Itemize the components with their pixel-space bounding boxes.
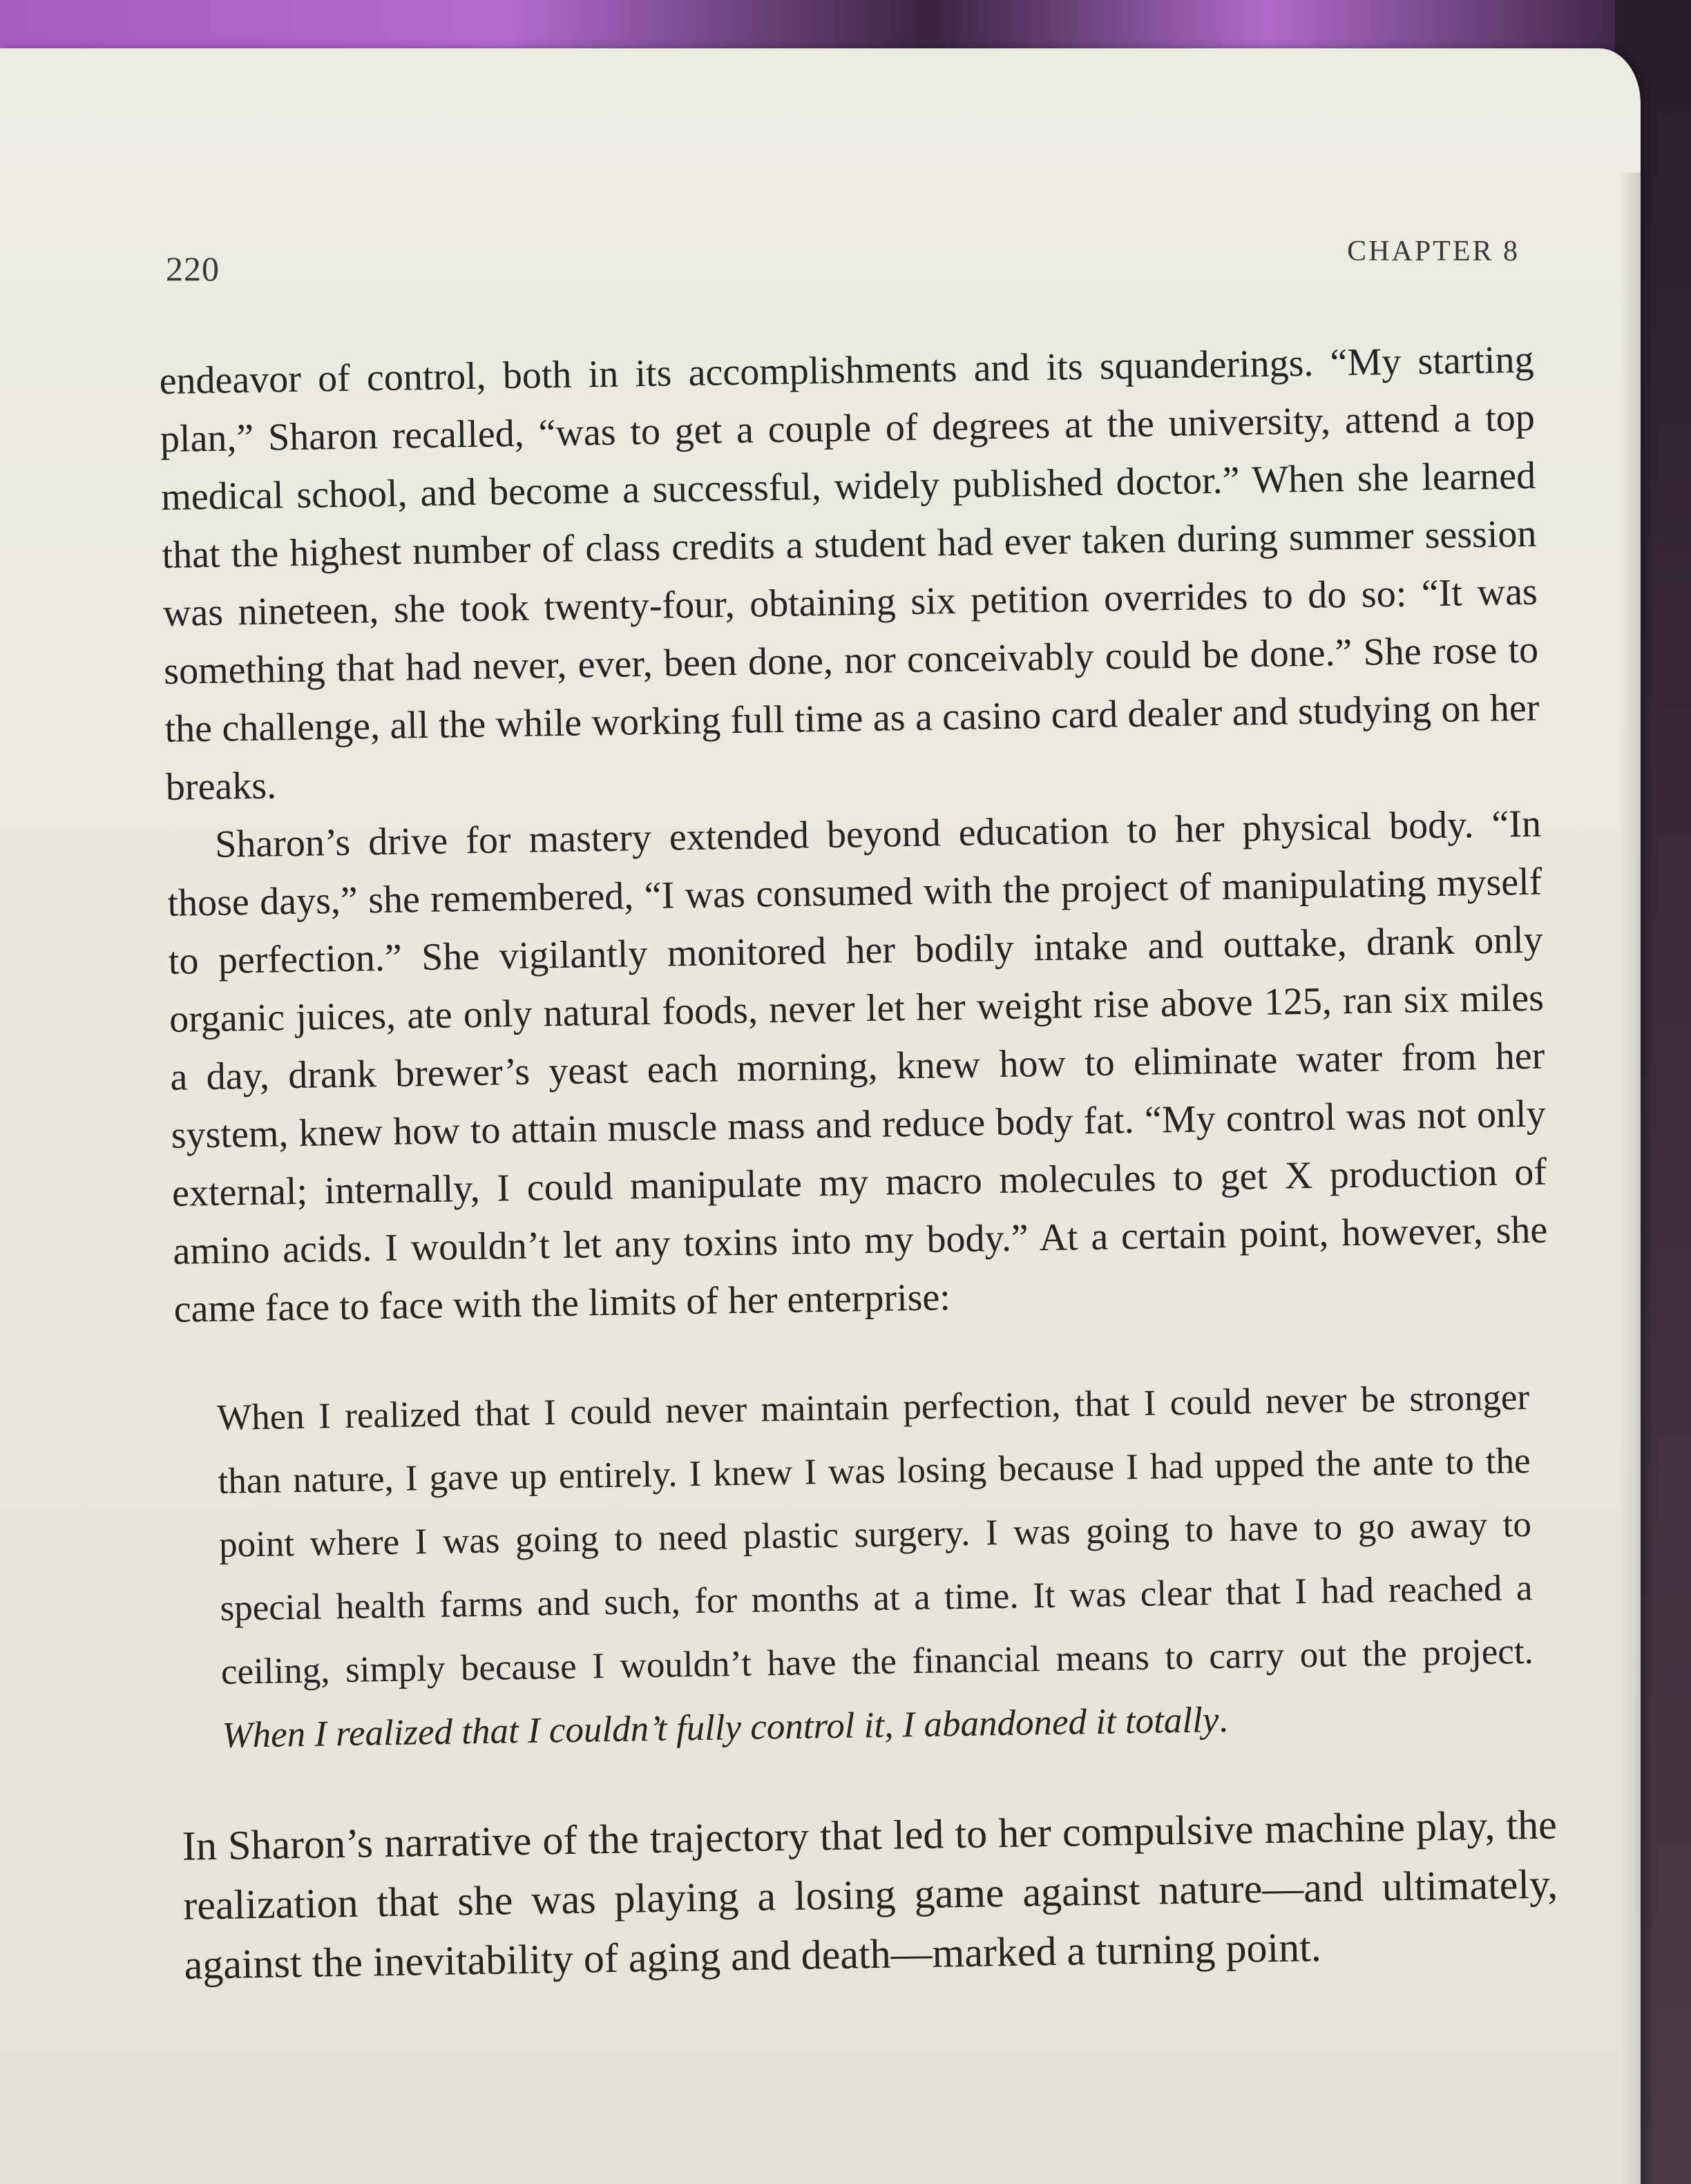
running-head [166, 235, 1520, 290]
quote-italic: When I realized that I couldn’t fully control it, I abandoned it totally [222, 1700, 1219, 1756]
page-number: 220 [166, 249, 220, 288]
paragraph-2: Sharon’s drive for mastery extended beyond education to her physical body. “In those days,” she remembered, “I was consumed with the project of manipulating myself to perfection.” She vigilantly monitored her bodily intake and outtake, drank only organic juices, ate only natural foods, never let her weight rise above 125, ran six miles a day, drank brewer’s yeast each morning, knew how to eliminate water from her system, knew how to attain muscle mass and reduce body fat. “My control was not only external; internally, I could manipulate my macro molecules to get X production of amino acids. I wouldn’t let any toxins into my body.” At a certain point, however, she came face to face with the limits of her enterprise: [167, 802, 1548, 1331]
body-text [159, 331, 1559, 1995]
quote-end: . [1218, 1699, 1229, 1741]
page-edge-shadow [1620, 173, 1641, 2184]
book-page [0, 48, 1641, 2184]
chapter-label: CHAPTER 8 [1347, 236, 1520, 267]
paragraph-1: endeavor of control, both in its accomplishments and its squanderings. “My starting plan,” Sharon recalled, “was to get a couple of degrees at the university, attend a top medical school, and become a successful, widely published doctor.” When she learned that the highest number of class credits a student had ever taken during summer session was nineteen, she took twenty-four, obtaining six petition overrides to do so: “It was something that had never, ever, been done, nor conceivably could be done.” She rose to the challenge, all the while working full time as a casino card dealer and studying on her breaks. [159, 338, 1540, 809]
quote-text: When I realized that I could never maintain perfection, that I could never be stronger than nature, I gave up entirely. I knew I was losing because I had upped the ante to the point where I was going to need plastic surgery. I was going to have to go away to special health farms and such, for months at a time. It was clear that I had reached a ceiling, simply because I wouldn’t have the financial means to carry out the project. [216, 1377, 1534, 1692]
paragraph-3: In Sharon’s narrative of the trajectory that led to her compulsive machine play, the realization that she was playing a losing game against nature—and ultimately, against the inevitability of aging and death—marked a turning point. [182, 1801, 1558, 1988]
block-quote [217, 1366, 1535, 1768]
